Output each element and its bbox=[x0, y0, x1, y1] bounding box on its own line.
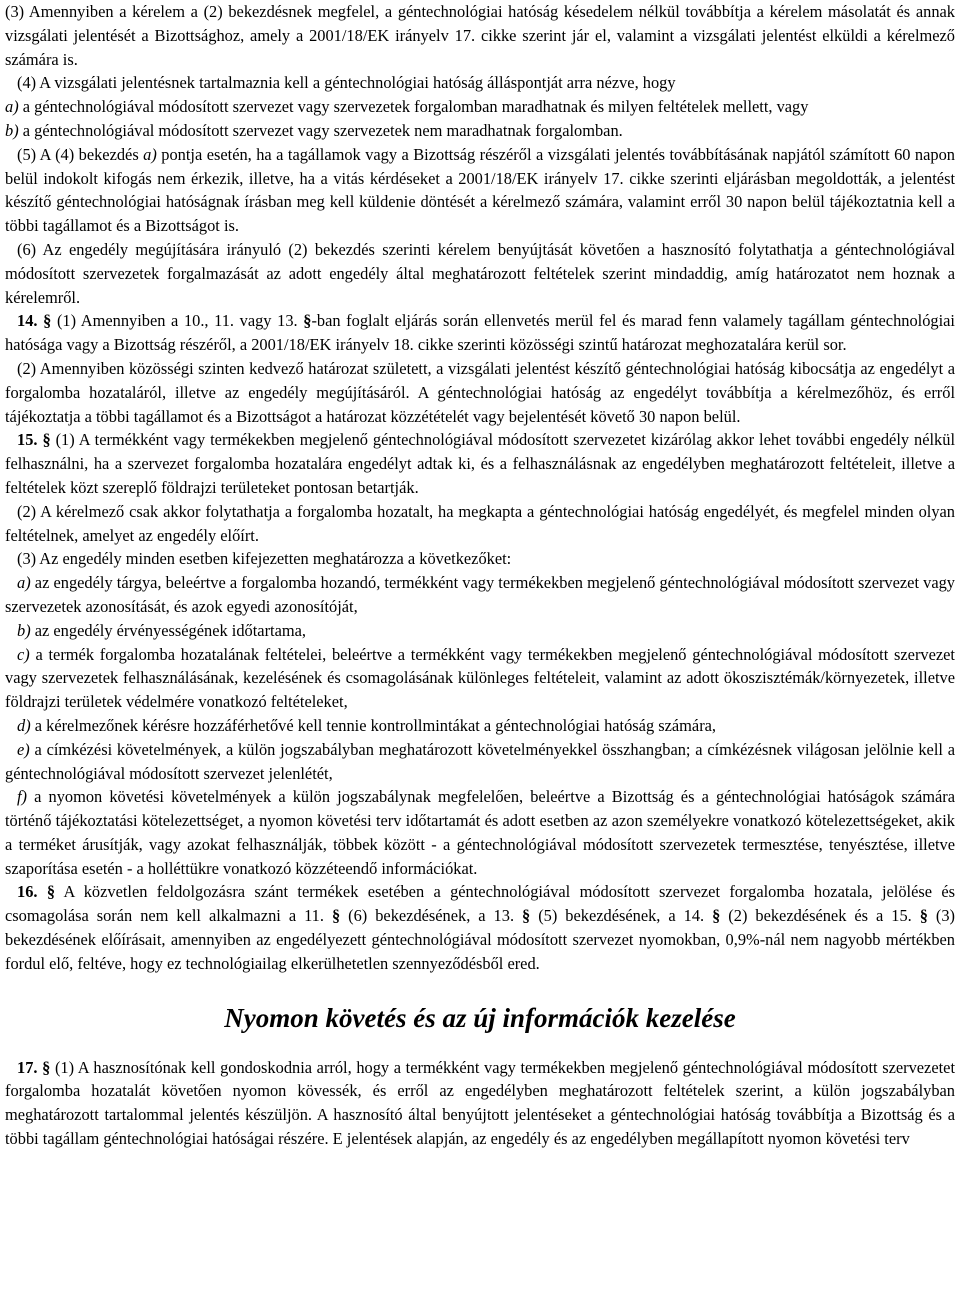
section-15-point-b bbox=[5, 619, 955, 643]
paragraph-13-3: (3) Amennyiben a kérelem a (2) bekezdésnek megfelel, a géntechnológiai hatóság késedelem nélkül továbbítja a kérelem másolatát és annak vizsgálati jelentését a Bizottsághoz, amely a 2001/18/EK irányelv 17. cikke szerint jár el, valamint a vizsgálati jelentést elküldi a kérelmező számára is. bbox=[5, 2, 955, 69]
section-14-paragraph-1 bbox=[5, 309, 955, 357]
text-fragment: -ban foglalt eljárás során ellenvetés merül fel és marad fenn valamely tagállam géntechnológiai hatósága vagy a Bizottság részéről, a 2001/18/EK irányelv 18. cikke szerinti közösségi szintű határozat meghozatalára kerül sor. bbox=[5, 311, 955, 355]
section-number: 17. bbox=[17, 1057, 38, 1077]
text-fragment: pontja esetén, ha a tagállamok vagy a Bizottság részéről a vizsgálati jelentés továbbításának napjától számított 60 napon belül indokolt kifogás nem érkezik, illetve, ha a vitás kérdéseket a 2001/18/EK irányelv 17. cikke szerinti eljárásban megoldották, a jelentést készítő géntechnológiai hatóságnak írásban meg kell küldenie döntését a kérelmező számára, valamint erről 30 napon belül tájékoztatnia kell a többi tagállamot és a Bizottságot is. bbox=[5, 144, 955, 236]
point-label: a) bbox=[143, 144, 157, 164]
text-fragment: (1) A termékként vagy termékekben megjelenő géntechnológiával módosított szervezetet kizárólag akkor lehet további engedély nélkül felhasználni, ha a szervezet forgalomba hozatalára engedélyt adtak ki, és a felhasználásnak az engedélyben meghatározott feltételeit, illetve a feltételek közt szereplő földrajzi területeket pontosan betartják. bbox=[5, 430, 955, 497]
section-number: 15. bbox=[17, 430, 38, 450]
section-number: 14. bbox=[17, 311, 38, 331]
text-fragment: (1) A hasznosítónak kell gondoskodnia arról, hogy a termékként vagy termékekben megjelenő géntechnológiával módosított szervezetet forgalomba hozatalát követően nyomon kövessék, és erről az engedélyben meghatározott feltételek szerint, a külön jogszabályban meghatározott tartalommal jelentés készüljön. A hasznosító által benyújtott jelentéseket a géntechnológiai hatóság továbbítja a Bizottság és a többi tagállam géntechnológiai hatóságai részére. E jelentések alapján, az engedély és az engedélyben megállapított nyomon követési terv bbox=[5, 1057, 955, 1149]
point-text: a nyomon követési követelmények a külön jogszabálynak megfelelően, beleértve a Bizottság és a géntechnológiai hatóságok számára történő tájékoztatási kötelezettséget, a nyomon követési terv időtartamát és adott esetben az azon személyekre vonatkozó kötelezettségeket, akik a terméket árusítják, vagy azokat felhasználják, többek között - a géntechnológiával módosított szervezetek termesztése, tenyésztése, illetve szaporítása esetén - a holléttükre vonatkozó közzéteendő információkat. bbox=[5, 787, 955, 878]
point-label: b) bbox=[5, 120, 19, 140]
section-15-point-a bbox=[5, 571, 955, 619]
text-fragment: (6) bekezdésének, a 13. bbox=[340, 906, 523, 926]
section-17-paragraph-1 bbox=[5, 1056, 955, 1151]
section-15-paragraph-3: (3) Az engedély minden esetben kifejezetten meghatározza a következőket: bbox=[17, 549, 512, 569]
paragraph-13-5 bbox=[5, 143, 955, 238]
point-label: b) bbox=[17, 620, 31, 640]
section-15-point-e bbox=[5, 738, 955, 786]
section-sign: § bbox=[712, 906, 721, 926]
section-sign: § bbox=[303, 311, 312, 331]
point-label: c) bbox=[17, 644, 30, 664]
section-number: 16. bbox=[17, 882, 38, 902]
paragraph-13-4-b bbox=[5, 119, 955, 143]
point-text: a címkézési követelmények, a külön jogszabályban meghatározott követelményekkel összhangban; a címkézésnek világosan jelölnie kell a géntechnológiával módosított szervezet jelenlétét, bbox=[5, 739, 955, 783]
section-14-paragraph-2: (2) Amennyiben közösségi szinten kedvező határozat született, a vizsgálati jelentést készítő géntechnológiai hatóság kibocsátja az engedélyt a forgalomba hozataláról, illetve az engedély megújításáról. A géntechnológiai hatóság az engedélyt továbbítja a kérelmezőhöz, és erről tájékoztatja a többi tagállamot és a Bizottságot a határozat közzétételét vagy bejelentését követő 30 napon belül. bbox=[5, 358, 955, 426]
section-15-paragraph-1 bbox=[5, 428, 955, 499]
text-fragment: (5) bekezdésének, a 14. bbox=[530, 906, 713, 926]
point-label: a) bbox=[17, 573, 31, 593]
text-fragment: (1) Amennyiben a 10., 11. vagy 13. bbox=[51, 311, 304, 331]
point-text: a kérelmezőnek kérésre hozzáférhetővé kell tennie kontrollmintákat a géntechnológiai hatóság számára, bbox=[30, 715, 717, 735]
section-sign: § bbox=[522, 906, 531, 926]
paragraph-13-4-a bbox=[5, 95, 955, 119]
point-label: e) bbox=[17, 739, 30, 759]
point-label: a) bbox=[5, 97, 19, 117]
section-sign: § bbox=[43, 311, 52, 331]
section-16 bbox=[5, 880, 955, 975]
section-15-paragraph-2: (2) A kérelmező csak akkor folytathatja a forgalomba hozatalt, ha megkapta a géntechnológiai hatóság engedélyét, és megfelel minden olyan feltételnek, amelyet az engedély előírt. bbox=[5, 501, 955, 545]
section-15-point-c bbox=[5, 643, 955, 714]
text-fragment: (2) bekezdésének és a 15. bbox=[720, 906, 920, 926]
text-fragment: (5) A (4) bekezdés bbox=[17, 144, 144, 164]
paragraph-13-6: (6) Az engedély megújítására irányuló (2) bekezdés szerinti kérelem benyújtását követően a hasznosító folytathatja a géntechnológiával módosított szervezetek forgalmazását az adott engedély által meghatározott feltételek szerint mindaddig, amíg határozatot nem hoznak a kérelemről. bbox=[5, 239, 955, 307]
section-sign: § bbox=[46, 882, 56, 902]
section-sign: § bbox=[331, 906, 341, 926]
section-15-point-f bbox=[5, 785, 955, 880]
point-text: a géntechnológiával módosított szervezet vagy szervezetek forgalomban maradhatnak és milyen feltételek mellett, vagy bbox=[18, 97, 809, 117]
text-fragment: A közvetlen feldolgozásra szánt termékek esetében a géntechnológiával módosított szervezet forgalomba hozatala, jelölése és csomagolása során nem kell alkalmazni a 11. bbox=[5, 882, 955, 926]
section-sign: § bbox=[42, 430, 51, 450]
point-text: az engedély tárgya, beleértve a forgalomba hozandó, termékként vagy termékekben megjelenő géntechnológiával módosított szervezet vagy szervezetek azonosítását, és azok egyedi azonosítóját, bbox=[5, 573, 955, 616]
point-text: az engedély érvényességének időtartama, bbox=[30, 620, 306, 640]
section-15-point-d bbox=[5, 714, 955, 738]
point-text: a géntechnológiával módosított szervezet vagy szervezetek nem maradhatnak forgalomban. bbox=[18, 120, 623, 140]
paragraph-13-4: (4) A vizsgálati jelentésnek tartalmaznia kell a géntechnológiai hatóság álláspontját arra nézve, hogy bbox=[17, 73, 676, 93]
section-sign: § bbox=[919, 906, 928, 926]
section-heading: Nyomon követés és az új információk kezelése bbox=[224, 1002, 736, 1033]
point-label: d) bbox=[17, 715, 31, 735]
text-fragment: (3) bekezdésének előírásait, amennyiben az engedélyezett géntechnológiával módosított szervezet nyomokban, 0,9%-nál nem nagyobb mértékben fordul elő, feltéve, hogy ez technológiailag elkerülhetetlen szennyeződésből ered. bbox=[5, 906, 956, 973]
point-text: a termék forgalomba hozatalának feltételei, beleértve a termékként vagy termékekben megjelenő géntechnológiával módosított szervezet vagy szervezetek felhasználásának, kezelésének és csomagolásának különleges feltételeit, valamint az adott ökoszisztémák/környezetek, illetve földrajzi területek védelmére vonatkozó feltételeket, bbox=[5, 644, 955, 712]
section-sign: § bbox=[42, 1057, 51, 1077]
point-label: f) bbox=[17, 787, 28, 807]
